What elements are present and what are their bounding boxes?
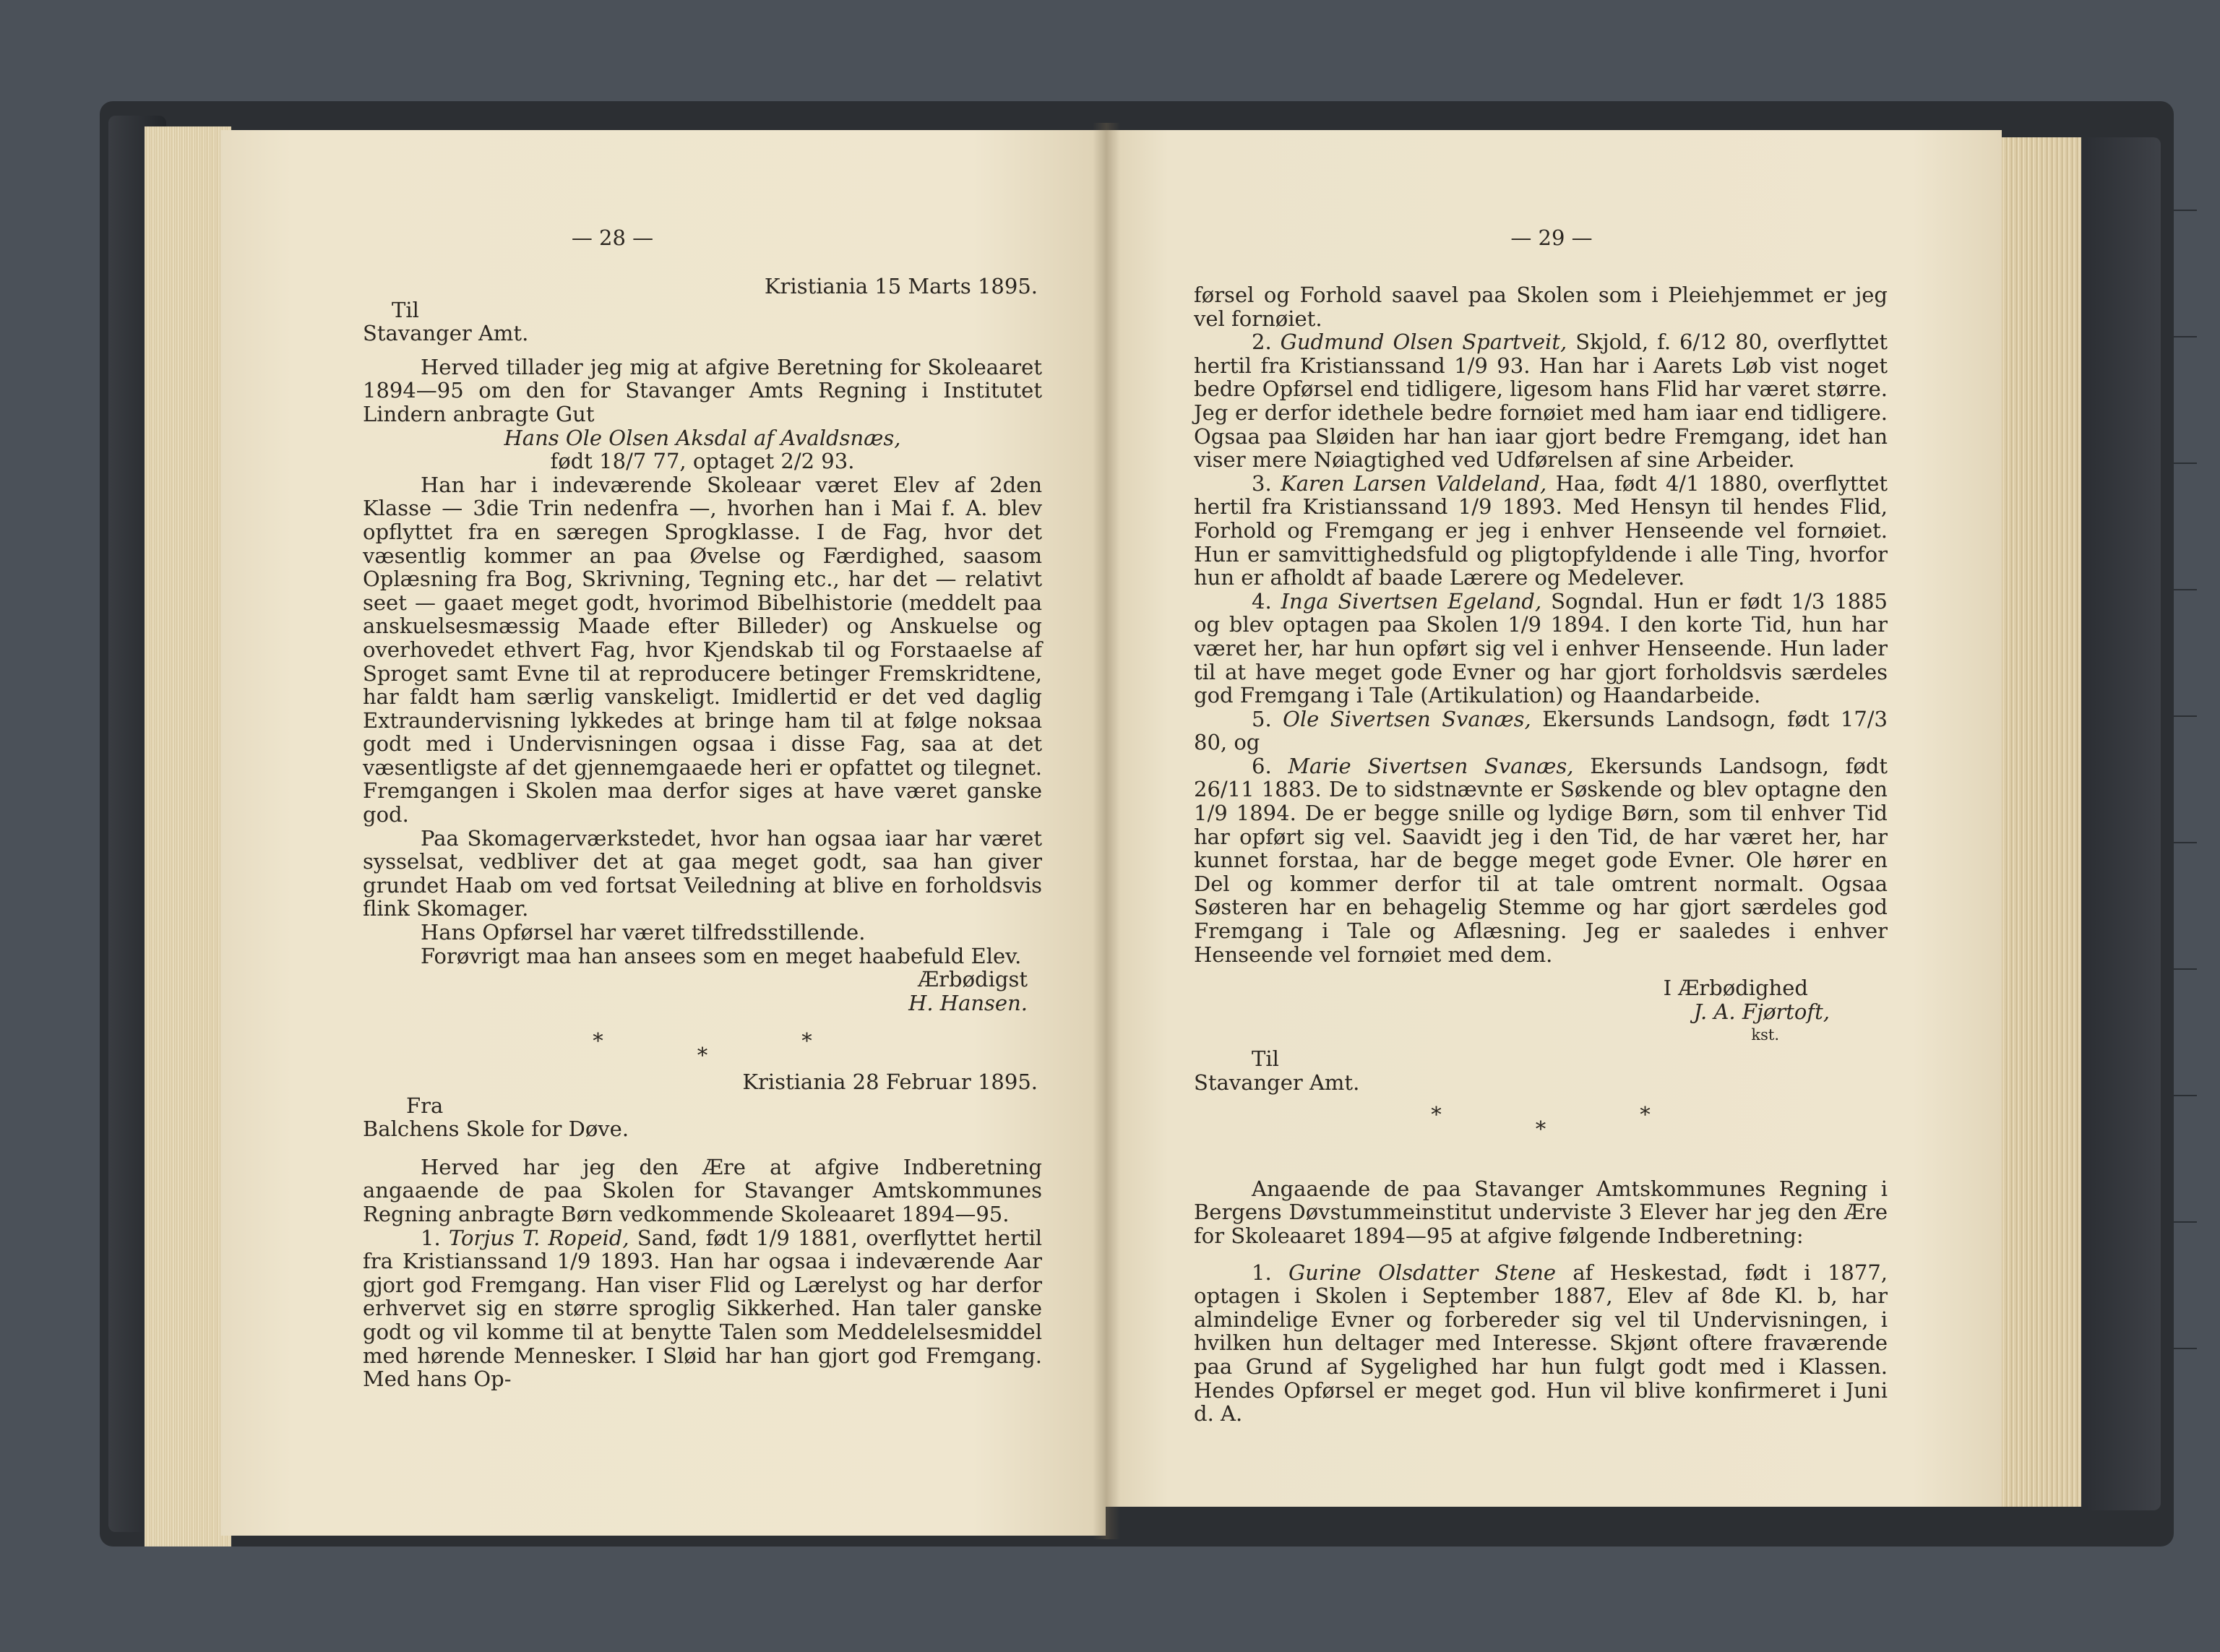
page-number: — 28 — [571, 225, 654, 250]
item-number: 2. [1252, 330, 1272, 355]
left-page-body [363, 275, 1042, 1391]
student-name: Gudmund Olsen Spartveit, [1280, 330, 1567, 355]
from-label: Fra [406, 1093, 444, 1118]
paragraph: Paa Skomagerværkstedet, hvor han ogsaa iaar har været sysselsat, vedbliver det at gaa meget godt, saa han giver grundet Haab om ved fortsat Veiledning at blive en forholdsvis flink Skomager. [363, 825, 1042, 921]
student-name: Inga Sivertsen Egeland, [1281, 588, 1542, 614]
left-page [220, 130, 1106, 1536]
page-number: — 29 — [1510, 225, 1593, 250]
item-text: Sogndal. Hun er født 1/3 1885 og blev optagen paa Skolen 1/9 1894. I den korte Tid, hun har været her, har hun opført sig vel i enhver Henseende. Hun lader til at have meget gode Evner og har gjort forholdsvis særdeles god Fremgang i Tale (Artikulation) og Haandarbeide. [1194, 588, 1888, 708]
separator-stars [1194, 1103, 1888, 1141]
student-name: Marie Sivertsen Svanæs, [1288, 753, 1574, 778]
item-text: Haa, født 4/1 1880, overflyttet hertil fra Kristianssand 1/9 1893. Med Hensyn til hendes Flid, Forhold og Fremgang er jeg i enhver Henseende vel fornøiet. Hun er samvittighedsfuld og pligtopfyldende i alle Ting, hvorfor hun er afholdt af baade Lærere og Medelever. [1194, 470, 1888, 590]
item-text: Skjold, f. 6/12 80, overflyttet hertil fra Kristianssand 1/9 93. Han har i Aarets Løb vist noget bedre Opførsel end tidligere, ligesom hans Flid har været større. Jeg er derfor idethele bedre fornøiet med ham iaar end tidligere. Ogsaa paa Sløiden har han iaar gjort bedre Fremgang, idet han viser mere Nøiagtighed ved Udførelsen af sine Arbeider. [1194, 330, 1888, 473]
closing: Ærbødigst [918, 967, 1028, 992]
list-item [1194, 472, 1888, 590]
recipient: Stavanger Amt. [1194, 1070, 1360, 1095]
book-gutter [1093, 123, 1120, 1539]
page-edges-left [145, 126, 231, 1546]
list-item [1194, 590, 1888, 707]
item-text: Ekersunds Landsogn, født 26/11 1883. De to sidstnævnte er Søskende og blev optagne den 1/9 1894. De er begge snille og lydige Børn, som til enhver Tid har opført sig vel. Saavidt jeg i den Tid, de har været her, har kunnet forstaa, har de begge meget gode Evner. Ole hører en Del og kommer derfor til at tale omtrent normalt. Ogsaa Søsteren har en behagelig Stemme og har gjort særdeles god Fremgang i Tale og Aflæsning. Jeg er saaledes i enhver Henseende vel fornøiet med dem. [1194, 753, 1888, 967]
list-item [1194, 754, 1888, 966]
dateline: Kristiania 28 Februar 1895. [742, 1070, 1038, 1094]
paragraph: Forøvrigt maa han ansees som en meget haabefuld Elev. [421, 943, 1022, 968]
paragraph: Herved har jeg den Ære at afgive Indberetning angaaende de paa Skolen for Stavanger Amtskommunes Regning anbragte Børn vedkommende Skoleaaret 1894—95. [363, 1154, 1042, 1226]
recipient: Stavanger Amt. [363, 321, 529, 346]
paragraph [363, 1226, 1042, 1391]
list-item [1194, 1261, 1888, 1426]
separator-star: * [1640, 1102, 1651, 1127]
list-item [1194, 707, 1888, 754]
paragraph: Angaaende de paa Stavanger Amtskommunes Regning i Bergens Døvstummeinstitut underviste 3 Elever har jeg den Ære for Skoleaaret 1894—95 at afgive følgende Indberetning: [1194, 1176, 1888, 1248]
item-text: Sand, født 1/9 1881, overflyttet hertil fra Kristianssand 1/9 1893. Han har ogsaa i indeværende Aar gjort god Fremgang. Han viser Flid og Lærelyst og har derfor erhvervet sig en større sproglig Sikkerhed. Han taler ganske godt og vil komme til at benytte Talen som Meddelelsesmiddel med hørende Mennesker. I Sløid har han gjort god Fremgang. Med hans Op- [363, 1225, 1043, 1392]
book-cover-edge-right [2081, 137, 2161, 1510]
paragraph: Herved tillader jeg mig at afgive Beretning for Skoleaaret 1894—95 om den for Stavanger Amts Regning i Institutet Lindern anbragte Gut [363, 354, 1042, 426]
signature: H. Hansen. [908, 990, 1028, 1015]
paragraph: Han har i indeværende Skoleaar været Elev af 2den Klasse — 3die Trin nedenfra —, hvorhen han i Mai f. A. blev opflyttet fra en særegen Sprogklasse. I de Fag, hvor det væsentlig kommer an paa Øvelse og Færdighed, saasom Oplæsning fra Bog, Skrivning, Tegning etc., har det — relativt seet — gaaet meget godt, hvorimod Bibelhistorie (meddelt paa anskuelsesmæssig Maade efter Billeder) og Anskuelse og overhovedet ethvert Fag, hvor Kjendskab til og Forstaaelse af Sproget samt Evne til at reproducere betinger Fremskridtene, har faldt ham særlig vanskeligt. Imidlertid er det ved daglig Extraundervisning lykkedes at bringe ham til at følge noksaa godt med i Undervisningen ogsaa i disse Fag, saa at det væsentligste af det gjennemgaaede heri er opfattet og tilegnet. Fremgangen i Skolen maa derfor siges at have været ganske god. [363, 472, 1042, 827]
dateline: Kristiania 15 Marts 1895. [764, 274, 1038, 298]
item-number: 1. [421, 1225, 441, 1250]
item-text: Ekersunds Landsogn, født 17/3 80, og [1194, 706, 1888, 755]
student-name: Hans Ole Olsen Aksdal af Avaldsnæs, [504, 425, 901, 450]
paragraph: førsel og Forhold saavel paa Skolen som i Pleiehjemmet er jeg vel fornøiet. [1194, 283, 1888, 331]
signature: J. A. Fjørtoft, [1693, 999, 1830, 1024]
separator-stars [363, 1029, 1042, 1067]
right-page-body [1194, 283, 1888, 1426]
page-edges-right [1995, 137, 2081, 1507]
student-name: Ole Sivertsen Svanæs, [1283, 706, 1531, 731]
item-number: 6. [1252, 753, 1272, 778]
separator-star: * [1431, 1102, 1442, 1127]
to-label: Til [392, 297, 419, 322]
item-number: 1. [1252, 1260, 1272, 1285]
student-born: født 18/7 77, optaget 2/2 93. [550, 449, 855, 474]
student-name: Gurine Olsdatter Stene [1288, 1260, 1557, 1285]
list-item [1194, 330, 1888, 472]
separator-star: * [801, 1028, 812, 1054]
student-name: Karen Larsen Valdeland, [1281, 470, 1547, 496]
right-page [1106, 130, 2002, 1507]
signature-title: kst. [1751, 1026, 1779, 1044]
item-number: 5. [1252, 706, 1272, 731]
student-name: Torjus T. Ropeid, [448, 1225, 629, 1250]
item-number: 4. [1252, 588, 1272, 614]
paragraph: Hans Opførsel har været tilfredsstillende. [421, 920, 866, 945]
separator-star: * [1535, 1117, 1546, 1142]
separator-star: * [593, 1028, 603, 1054]
to-label: Til [1252, 1046, 1279, 1071]
closing: I Ærbødighed [1663, 976, 1808, 1001]
item-number: 3. [1252, 470, 1272, 496]
separator-star: * [697, 1043, 708, 1068]
sender: Balchens Skole for Døve. [363, 1117, 629, 1142]
item-text: af Heskestad, født i 1877, optagen i Skolen i September 1887, Elev af 8de Kl. b, har almindelige Evner og forbereder sig vel til Undervisningen, i hvilken hun deltager med Interesse. Skjønt oftere fraværende paa Grund af Sygelighed har hun fulgt godt med i Klassen. Hendes Opførsel er meget god. Hun vil blive konfirmeret i Juni d. A. [1194, 1260, 1888, 1427]
